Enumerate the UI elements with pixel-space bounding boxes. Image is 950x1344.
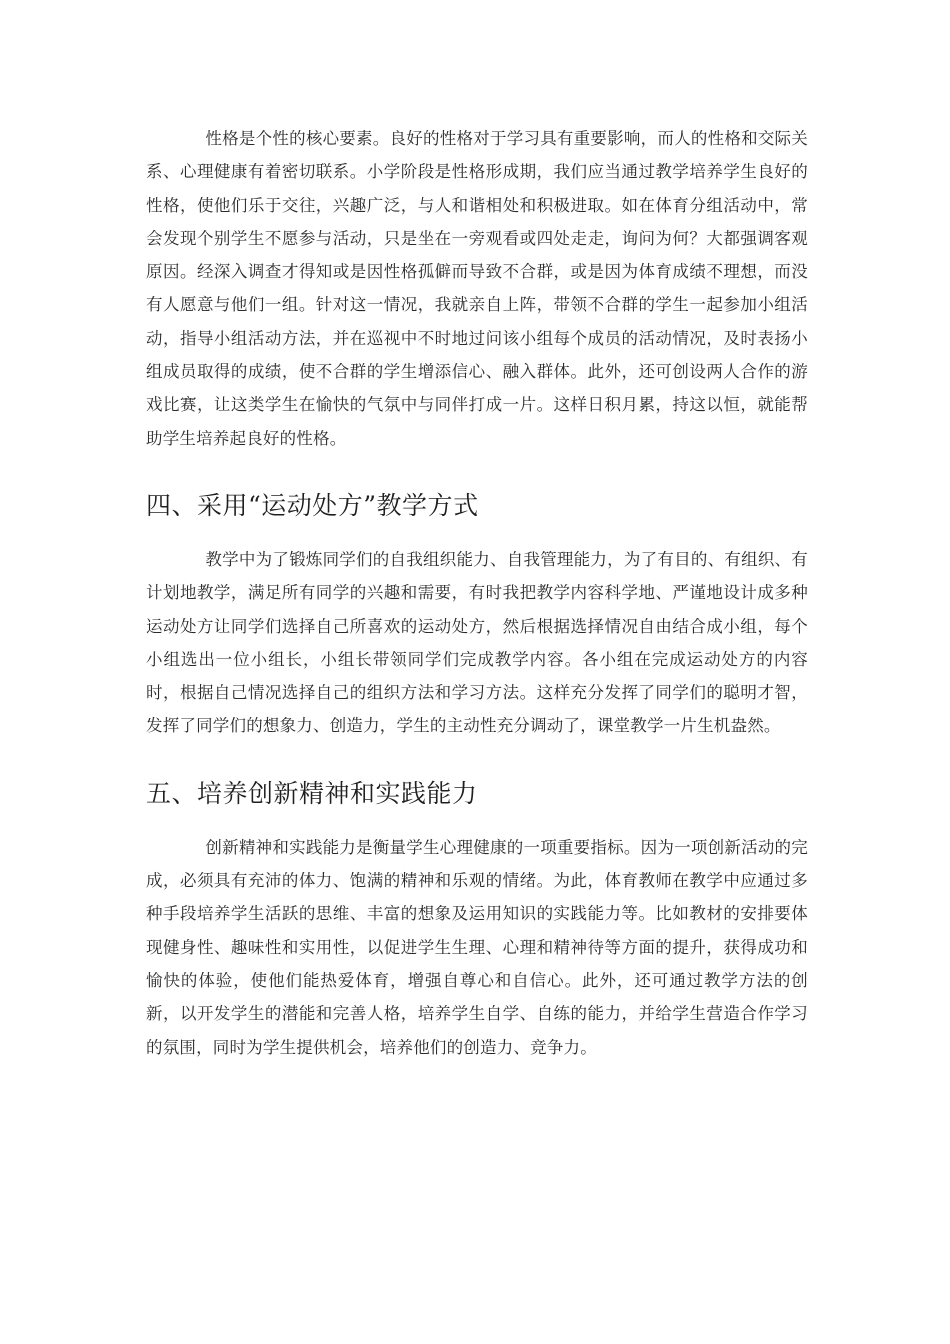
paragraph-personality: 性格是个性的核心要素。良好的性格对于学习具有重要影响，而人的性格和交际关系、心理健康有着密切联系。小学阶段是性格形成期，我们应当通过教学培养学生良好的性格，使他们乐于交往，兴趣广泛，与人和谐相处和积极进取。如在体育分组活动中，常会发现个别学生不愿参与活动，只是坐在一旁观看或四处走走，询问为何？大都强调客观原因。经深入调查才得知或是因性格孤僻而导致不合群，或是因为体育成绩不理想，而没有人愿意与他们一组。针对这一情况，我就亲自上阵，带领不合群的学生一起参加小组活动，指导小组活动方法，并在巡视中不时地过问该小组每个成员的活动情况，及时表扬小组成员取得的成绩，使不合群的学生增添信心、融入群体。此外，还可创设两人合作的游戏比赛，让这类学生在愉快的气氛中与同伴打成一片。这样日积月累，持这以恒，就能帮助学生培养起良好的性格。 xyxy=(146,129,808,448)
paragraph-exercise-prescription: 教学中为了锻炼同学们的自我组织能力、自我管理能力，为了有目的、有组织、有计划地教学，满足所有同学的兴趣和需要，有时我把教学内容科学地、严谨地设计成多种运动处方让同学们选择自己所喜欢的运动处方，然后根据选择情况自由结合成小组，每个小组选出一位小组长，小组长带领同学们完成教学内容。各小组在完成运动处方的内容时，根据自己情况选择自己的组织方法和学习方法。这样充分发挥了同学们的聪明才智，发挥了同学们的想象力、创造力，学生的主动性充分调动了，课堂教学一片生机盎然。 xyxy=(146,549,808,736)
section-heading-5: 五、培养创新精神和实践能力 xyxy=(146,778,478,808)
document-body xyxy=(146,122,808,1064)
section-heading-4: 四、采用“运动处方”教学方式 xyxy=(146,490,479,520)
paragraph-innovation: 创新精神和实践能力是衡量学生心理健康的一项重要指标。因为一项创新活动的完成，必须具有充沛的体力、饱满的精神和乐观的情绪。为此，体育教师在教学中应通过多种手段培养学生活跃的思维、丰富的想象及运用知识的实践能力等。比如教材的安排要体现健身性、趣味性和实用性，以促进学生生理、心理和精神待等方面的提升，获得成功和愉快的体验，使他们能热爱体育，增强自尊心和自信心。此外，还可通过教学方法的创新，以开发学生的潜能和完善人格，培养学生自学、自练的能力，并给学生营造合作学习的氛围，同时为学生提供机会，培养他们的创造力、竞争力。 xyxy=(146,837,808,1057)
